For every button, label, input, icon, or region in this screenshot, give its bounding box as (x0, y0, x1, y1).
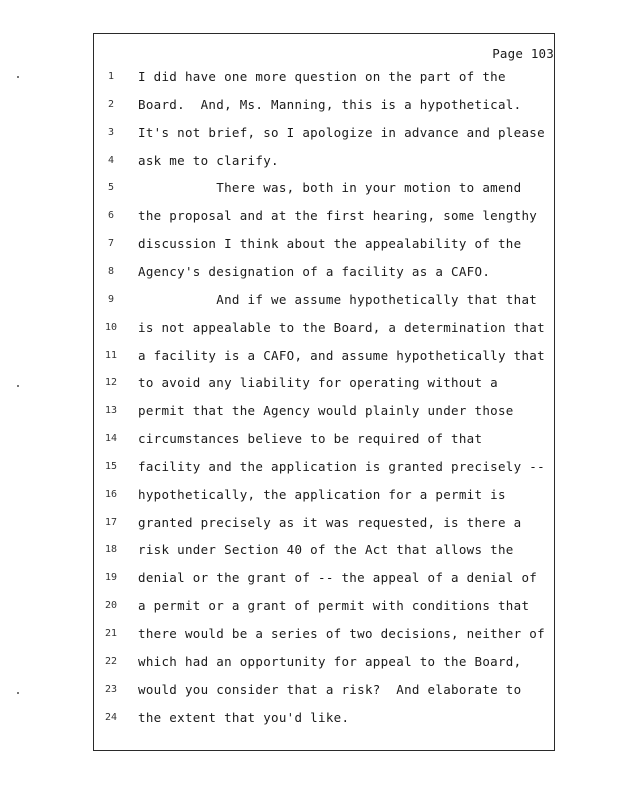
transcript-page-border (93, 33, 555, 751)
transcript-line-text: granted precisely as it was requested, is there a (138, 514, 522, 530)
transcript-line-text: It's not brief, so I apologize in advance and please (138, 124, 545, 140)
line-number: 8 (107, 265, 115, 277)
line-number: 17 (104, 516, 118, 528)
transcript-line-text: hypothetically, the application for a permit is (138, 486, 506, 502)
line-number: 20 (104, 600, 118, 612)
transcript-line-text: There was, both in your motion to amend (138, 180, 522, 196)
transcript-line-text: And if we assume hypothetically that that (138, 291, 538, 307)
line-number: 11 (104, 349, 118, 361)
transcript-line-text: a facility is a CAFO, and assume hypothetically that (138, 347, 545, 363)
line-number: 15 (104, 460, 118, 472)
line-number: 21 (104, 628, 118, 639)
line-number: 19 (104, 572, 118, 584)
transcript-line-text: risk under Section 40 of the Act that allows the (138, 542, 514, 558)
page-number: Page 103 (492, 46, 554, 61)
transcript-line-text: the extent that you'd like. (138, 709, 350, 725)
line-number: 23 (104, 683, 118, 695)
line-number: 14 (104, 433, 118, 445)
line-number: 7 (107, 238, 115, 250)
line-number: 5 (107, 182, 115, 194)
transcript-line-text: Agency's designation of a facility as a CAFO. (138, 263, 491, 279)
line-number: 12 (104, 377, 118, 389)
transcript-line-text: there would be a series of two decisions, neither of (138, 626, 545, 641)
line-number: 2 (107, 98, 115, 110)
scan-speck (17, 385, 19, 387)
line-number: 4 (107, 154, 115, 166)
transcript-line-text: ask me to clarify. (138, 152, 279, 168)
transcript-line-text: which had an opportunity for appeal to the Board, (138, 653, 522, 669)
line-number: 3 (107, 126, 115, 138)
transcript-line-text: discussion I think about the appealability of the (138, 236, 522, 252)
transcript-line-text: circumstances believe to be required of that (138, 431, 483, 447)
line-number: 18 (104, 544, 118, 556)
transcript-line-text: to avoid any liability for operating without a (138, 375, 498, 391)
line-number: 13 (104, 405, 118, 417)
line-number: 9 (107, 293, 115, 305)
transcript-line-text: is not appealable to the Board, a determination that (138, 319, 545, 335)
transcript-line-text: permit that the Agency would plainly under those (138, 403, 514, 419)
line-number: 1 (107, 71, 115, 82)
transcript-line-text: a permit or a grant of permit with conditions that (138, 598, 530, 614)
transcript-line-text: denial or the grant of -- the appeal of a denial of (138, 570, 538, 586)
line-number: 16 (104, 488, 118, 500)
transcript-line-text: Board. And, Ms. Manning, this is a hypothetical. (138, 96, 522, 112)
transcript-line-text: I did have one more question on the part of the (138, 69, 506, 84)
line-number: 24 (104, 711, 118, 723)
line-number: 10 (104, 321, 118, 333)
transcript-line-text: facility and the application is granted precisely -- (138, 458, 545, 474)
scan-speck (17, 692, 19, 694)
transcript-line-text: would you consider that a risk? And elaborate to (138, 681, 522, 697)
scan-speck (17, 76, 19, 78)
line-number: 6 (107, 210, 115, 222)
line-number: 22 (104, 655, 118, 667)
transcript-line-text: the proposal and at the first hearing, some lengthy (138, 208, 538, 224)
